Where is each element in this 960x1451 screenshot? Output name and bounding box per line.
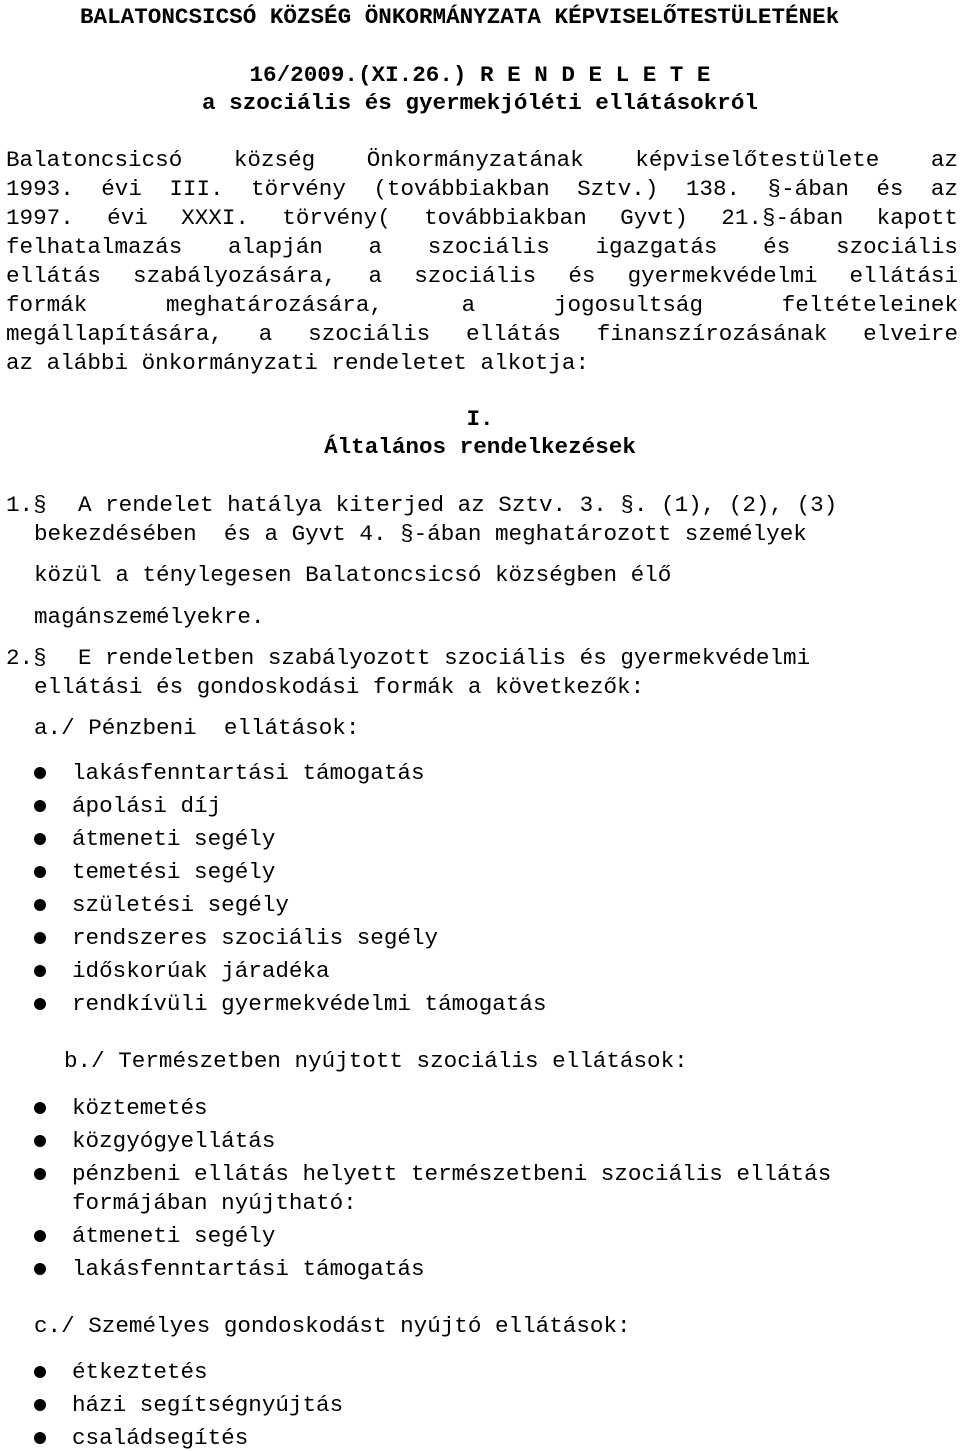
paragraph-text: magánszemélyekre. [34,604,265,630]
list-item: családsegítés [72,1425,249,1451]
paragraph-text: E rendeletben szabályozott szociális és gyermekvédelmi [78,645,811,671]
preamble-line: 1997. évi XXXI. törvény( továbbiakban Gyvt) 21.§-ában kapott [6,205,958,231]
list-heading: a./ Pénzbeni ellátások: [34,715,360,741]
bullet-icon [34,965,46,977]
list-heading: c./ Személyes gondoskodást nyújtó ellátások: [34,1313,631,1339]
bullet-icon [34,1135,46,1147]
bullet-icon [34,998,46,1010]
paragraph-text: ellátási és gondoskodási formák a következők: [34,674,645,700]
preamble-line: az alábbi önkormányzati rendeletet alkotja: [6,350,590,376]
list-item: rendszeres szociális segély [72,925,439,951]
bullet-icon [34,932,46,944]
paragraph-number: 2.§ [6,645,47,671]
bullet-icon [34,1168,46,1180]
bullet-icon [34,866,46,878]
paragraph-text: közül a ténylegesen Balatoncsicsó községben élő [34,562,672,588]
preamble-line: formák meghatározására, a jogosultság feltételeinek [6,292,958,318]
paragraph-text: A rendelet hatálya kiterjed az Sztv. 3. §. (1), (2), (3) [78,492,838,518]
list-item: köztemetés [72,1095,208,1121]
list-item: átmeneti segély [72,1223,276,1249]
preamble-line: megállapítására, a szociális ellátás finanszírozásának elveire [6,321,958,347]
bullet-icon [34,1102,46,1114]
preamble-line: ellátás szabályozására, a szociális és gyermekvédelmi ellátási [6,263,958,289]
bullet-icon [34,1366,46,1378]
list-item: házi segítségnyújtás [72,1392,344,1418]
bullet-icon [34,1399,46,1411]
bullet-icon [34,1230,46,1242]
list-item-continuation: formájában nyújtható: [72,1190,357,1216]
bullet-icon [34,800,46,812]
list-item: lakásfenntartási támogatás [72,1256,425,1282]
list-item: étkeztetés [72,1359,208,1385]
list-item: időskorúak járadéka [72,958,330,984]
list-heading: b./ Természetben nyújtott szociális ellátások: [64,1048,688,1074]
list-item: átmeneti segély [72,826,276,852]
bullet-icon [34,767,46,779]
preamble-line: 1993. évi III. törvény (továbbiakban Sztv.) 138. §-ában és az [6,176,958,202]
section-number: I. [466,406,494,432]
bullet-icon [34,899,46,911]
bullet-icon [34,1263,46,1275]
list-item: ápolási díj [72,793,222,819]
bullet-icon [34,1432,46,1444]
paragraph-number: 1.§ [6,492,47,518]
decree-title: a szociális és gyermekjóléti ellátásokról [202,90,758,116]
list-item: temetési segély [72,859,276,885]
list-item: születési segély [72,892,289,918]
preamble-line: Balatoncsicsó község Önkormányzatának képviselőtestülete az [6,147,958,173]
list-item: lakásfenntartási támogatás [72,760,425,786]
list-item: rendkívüli gyermekvédelmi támogatás [72,991,547,1017]
council-heading: BALATONCSICSÓ KÖZSÉG ÖNKORMÁNYZATA KÉPVISELŐTESTÜLETÉNEk [80,4,840,30]
preamble-line: felhatalmazás alapján a szociális igazgatás és szociális [6,234,958,260]
section-title: Általános rendelkezések [324,434,636,460]
list-item: pénzbeni ellátás helyett természetbeni szociális ellátás [72,1161,832,1187]
decree-number: 16/2009.(XI.26.) R E N D E L E T E [249,62,711,88]
list-item: közgyógyellátás [72,1128,276,1154]
bullet-icon [34,833,46,845]
paragraph-text: bekezdésében és a Gyvt 4. §-ában meghatározott személyek [34,521,807,547]
